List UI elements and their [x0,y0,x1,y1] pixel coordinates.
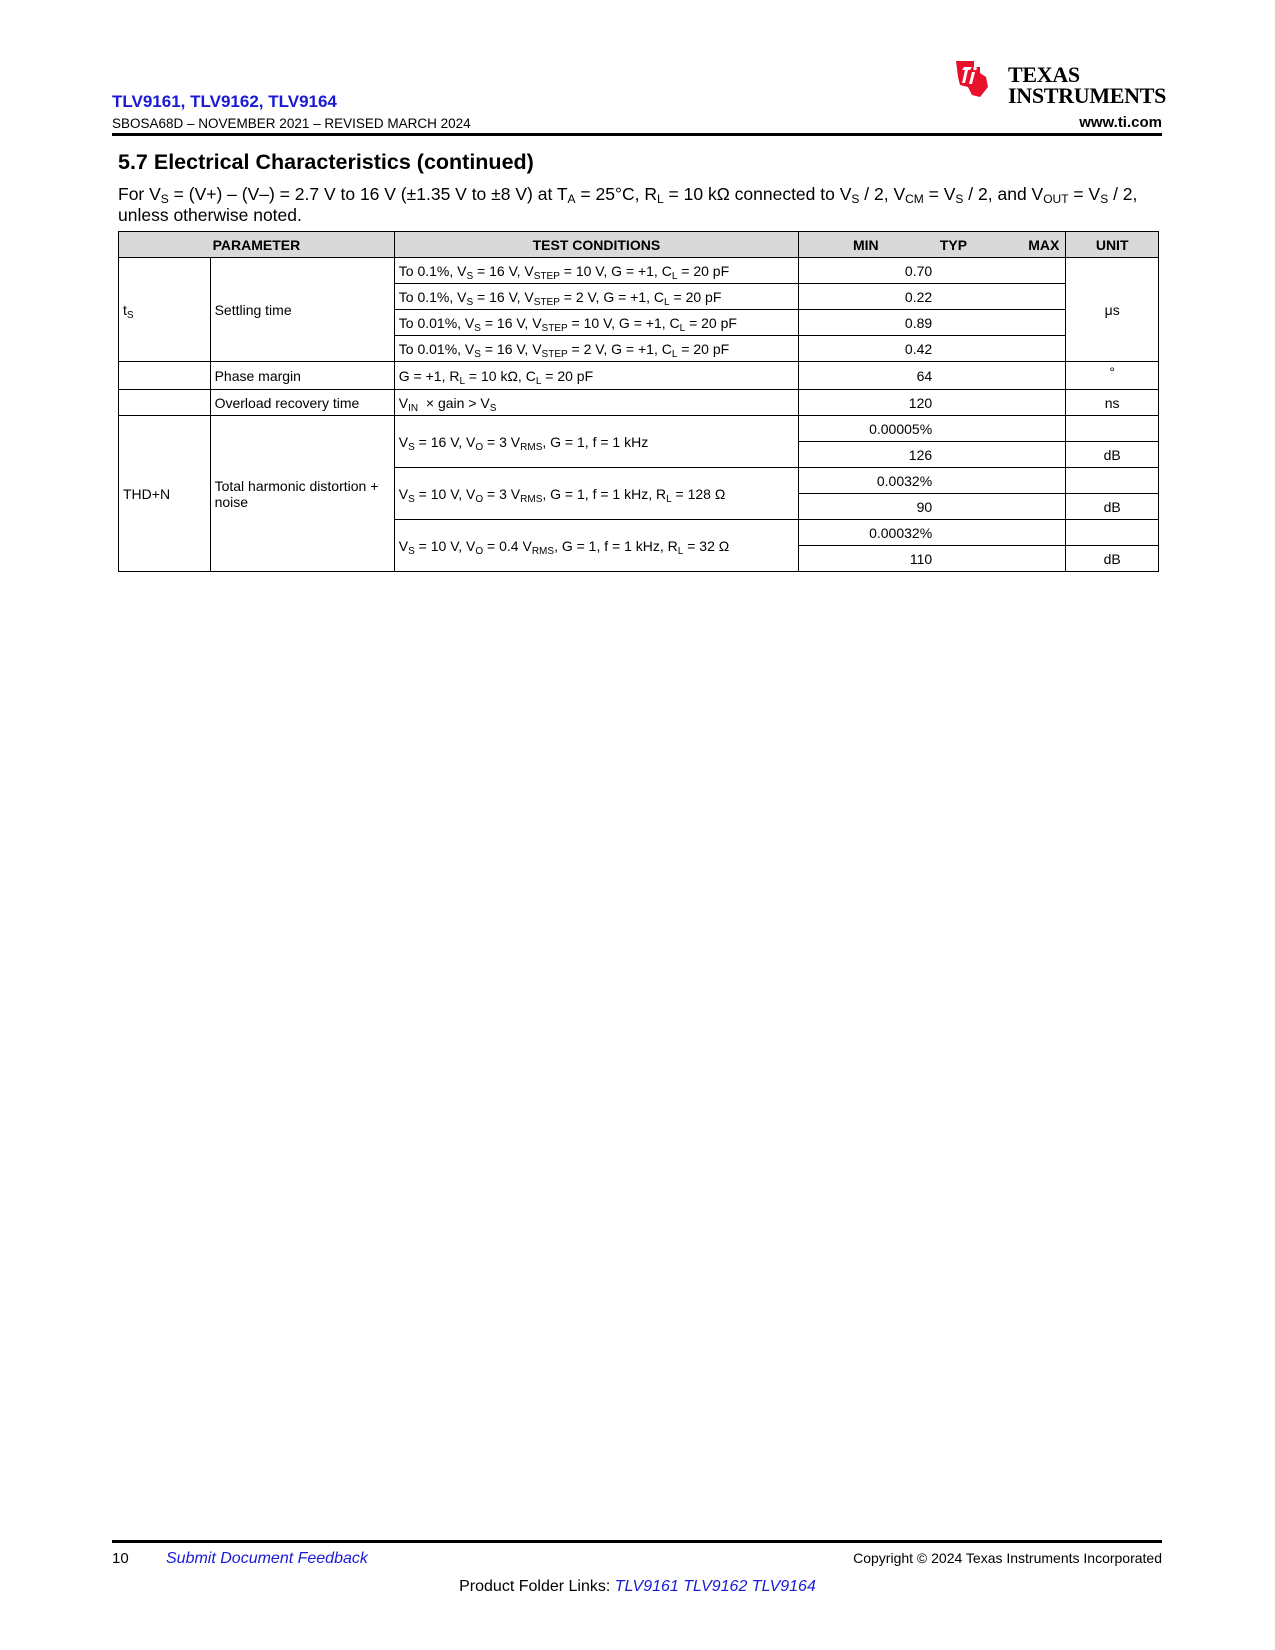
typ-value: 120 [798,390,1065,416]
table-header-row [119,232,1159,258]
thd-unit [1066,468,1159,494]
typ-value: 0.22 [798,284,1065,310]
section-title: 5.7 Electrical Characteristics (continued) [118,150,534,174]
typ-value: 0.89 [798,310,1065,336]
typ-value: 110 [798,546,1065,572]
document-revision: SBOSA68D – NOVEMBER 2021 – REVISED MARCH 2024 [112,116,471,131]
phase-margin-unit: ° [1066,362,1159,390]
website-link[interactable]: www.ti.com [1079,114,1162,131]
typ-value: 0.0032% [798,468,1065,494]
table-row [119,258,1159,284]
typ-value: 0.42 [798,336,1065,362]
link-tlv9162[interactable]: TLV9162 [683,1578,748,1595]
table-row [119,390,1159,416]
test-condition: G = +1, $R_L = 10$ kΩ, $C_L = 20$ pF [394,362,798,390]
test-condition: $V_{IN}$ × gain > $V_S$ [394,390,798,416]
test-condition: To 0.01%, $V_S = 16$ V, $V_{STEP} = 10$ V, G = +1, $C_L = 20$ pF [394,310,798,336]
phase-margin-name: Phase margin [210,362,394,390]
table-row [119,416,1159,442]
link-tlv9164[interactable]: TLV9164 [751,1578,816,1595]
ti-logo-icon [950,57,994,101]
ti-logo [962,61,1167,111]
typ-value: 0.00005% [798,416,1065,442]
header-unit: UNIT [1066,232,1159,258]
settling-symbol: $t_S$ [119,258,211,362]
header-max: MAX [1028,236,1060,253]
link-tlv9161[interactable]: TLV9161 [614,1578,679,1595]
header-parameter: PARAMETER [119,232,395,258]
footer-divider [112,1540,1162,1543]
settling-name: Settling time [210,258,394,362]
test-condition: $V_S = 10$ V, $V_O = 0.4$ $V_{RMS}$, G = 1, f = 1 kHz, $R_L = 32$ Ω [394,520,798,572]
typ-value: 0.00032% [798,520,1065,546]
settling-unit: μs [1066,258,1159,362]
test-condition: $V_S = 16$ V, $V_O = 3$ $V_{RMS}$, G = 1, f = 1 kHz [394,416,798,468]
test-condition: $V_S = 10$ V, $V_O = 3$ $V_{RMS}$, G = 1, f = 1 kHz, $R_L = 128$ Ω [394,468,798,520]
page-number: 10 [112,1550,129,1567]
header-test-conditions: TEST CONDITIONS [394,232,798,258]
thd-name: Total harmonic distortion + noise [210,416,394,572]
header-min: MIN [852,236,879,253]
submit-feedback-link[interactable]: Submit Document Feedback [166,1550,368,1567]
table-row [119,362,1159,390]
product-folder-links [0,1578,1275,1596]
overload-symbol [119,390,211,416]
thd-unit: dB [1066,442,1159,468]
document-title: TLV9161, TLV9162, TLV9164 [112,92,337,111]
thd-unit: dB [1066,494,1159,520]
logo-text-instruments: INSTRUMENTS [1008,83,1167,108]
thd-unit [1066,520,1159,546]
test-condition: To 0.01%, $V_S = 16$ V, $V_{STEP} = 2$ V, G = +1, $C_L = 20$ pF [394,336,798,362]
electrical-characteristics-table [118,231,1159,572]
links-label: Product Folder Links: [459,1578,611,1595]
overload-unit: ns [1066,390,1159,416]
overload-name: Overload recovery time [210,390,394,416]
typ-value: 64 [798,362,1065,390]
typ-value: 90 [798,494,1065,520]
header-min-typ-max [798,232,1065,258]
thd-unit: dB [1066,546,1159,572]
typ-value: 126 [798,442,1065,468]
test-conditions-note: For $V_S = (V+) - (V-) = 2.7$ V to 16 V (±1.35 V to ±8 V) at $T_A = 25^\circ C$, $R_L = 10$ kΩ connected to $V_S / 2$, $V_{CM} = V_S / 2$, and $V_{OUT} = V_S / 2$, unless otherwise noted. [118,184,1138,225]
typ-value: 0.70 [798,258,1065,284]
logo-text-texas: TEXAS [1008,62,1080,87]
copyright: Copyright © 2024 Texas Instruments Incorporated [853,1550,1162,1566]
header-divider [112,133,1162,136]
thd-symbol: THD+N [119,416,211,572]
phase-margin-symbol [119,362,211,390]
test-condition: To 0.1%, $V_S = 16$ V, $V_{STEP} = 2$ V, G = +1, $C_L = 20$ pF [394,284,798,310]
thd-unit [1066,416,1159,442]
header-typ: TYP [939,236,968,253]
test-condition: To 0.1%, $V_S = 16$ V, $V_{STEP} = 10$ V, G = +1, $C_L = 20$ pF [394,258,798,284]
